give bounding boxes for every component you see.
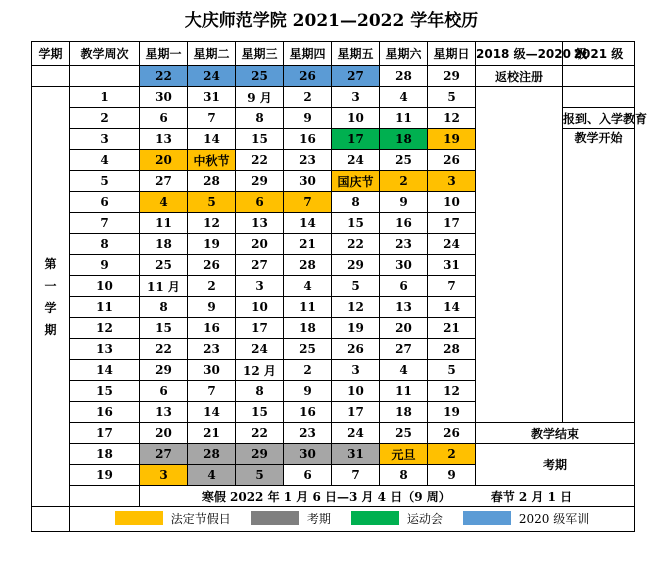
day-cell: 11 <box>284 297 332 318</box>
day-cell: 21 <box>284 234 332 255</box>
day-cell: 7 <box>188 381 236 402</box>
legend-row <box>32 507 635 532</box>
day-cell: 15 <box>332 213 380 234</box>
day-cell: 29 <box>428 66 476 87</box>
day-cell: 3 <box>140 465 188 486</box>
day-cell: 22 <box>236 150 284 171</box>
day-cell: 8 <box>236 108 284 129</box>
week-number: 4 <box>70 150 140 171</box>
header-week: 教学周次 <box>70 42 140 66</box>
day-cell: 17 <box>236 318 284 339</box>
week-number: 12 <box>70 318 140 339</box>
day-cell: 26 <box>188 255 236 276</box>
header-grade-2021: 2021 级 <box>563 42 635 66</box>
day-cell: 14 <box>188 129 236 150</box>
day-cell: 29 <box>236 171 284 192</box>
day-cell: 6 <box>236 192 284 213</box>
week-number <box>70 66 140 87</box>
day-cell: 22 <box>140 66 188 87</box>
day-cell: 10 <box>236 297 284 318</box>
day-cell: 5 <box>428 87 476 108</box>
header-term: 学期 <box>32 42 70 66</box>
day-cell: 31 <box>188 87 236 108</box>
day-cell: 7 <box>428 276 476 297</box>
day-cell: 6 <box>140 108 188 129</box>
day-cell: 12 <box>428 381 476 402</box>
note-enroll: 返校注册 <box>476 66 563 87</box>
day-cell: 16 <box>380 213 428 234</box>
day-cell: 22 <box>140 339 188 360</box>
day-cell: 25 <box>380 423 428 444</box>
day-cell: 17 <box>332 129 380 150</box>
vacation-row <box>32 486 635 507</box>
day-cell: 22 <box>236 423 284 444</box>
day-cell: 20 <box>236 234 284 255</box>
day-cell: 27 <box>236 255 284 276</box>
winter-vacation: 寒假 2022 年 1 月 6 日—3 月 4 日（9 周） <box>201 489 451 504</box>
note-teach-end: 教学结束 <box>476 423 635 444</box>
calendar-row <box>32 87 635 108</box>
day-cell: 28 <box>284 255 332 276</box>
sports-swatch-icon <box>351 511 399 525</box>
day-cell: 30 <box>188 360 236 381</box>
day-cell: 3 <box>428 171 476 192</box>
day-cell: 2 <box>428 444 476 465</box>
day-cell: 8 <box>332 192 380 213</box>
day-cell: 7 <box>284 192 332 213</box>
day-cell: 29 <box>332 255 380 276</box>
legend-label: 运动会 <box>406 511 443 526</box>
day-cell: 2 <box>284 87 332 108</box>
day-cell: 5 <box>332 276 380 297</box>
term-label-char: 学 <box>44 300 57 315</box>
day-cell: 15 <box>140 318 188 339</box>
day-cell: 19 <box>428 402 476 423</box>
legend-label: 2020 级军训 <box>518 511 590 526</box>
day-cell: 16 <box>188 318 236 339</box>
day-cell: 26 <box>428 423 476 444</box>
day-cell: 30 <box>284 171 332 192</box>
day-cell: 3 <box>332 87 380 108</box>
day-cell: 9 <box>284 108 332 129</box>
day-cell: 23 <box>284 150 332 171</box>
day-cell: 18 <box>380 129 428 150</box>
day-cell: 11 月 <box>140 276 188 297</box>
day-cell: 23 <box>284 423 332 444</box>
header-monday: 星期一 <box>140 42 188 66</box>
day-cell: 19 <box>188 234 236 255</box>
header-tuesday: 星期二 <box>188 42 236 66</box>
day-cell: 30 <box>380 255 428 276</box>
week-number: 7 <box>70 213 140 234</box>
day-cell: 17 <box>428 213 476 234</box>
header-saturday: 星期六 <box>380 42 428 66</box>
day-cell: 18 <box>284 318 332 339</box>
day-cell: 24 <box>332 150 380 171</box>
day-cell: 元旦 <box>380 444 428 465</box>
day-cell: 27 <box>140 171 188 192</box>
day-cell: 7 <box>332 465 380 486</box>
day-cell: 4 <box>188 465 236 486</box>
header-sunday: 星期日 <box>428 42 476 66</box>
term-label-char: 第 <box>44 256 57 271</box>
week-number: 2 <box>70 108 140 129</box>
day-cell: 10 <box>332 381 380 402</box>
calendar-row <box>32 444 635 465</box>
calendar-row <box>32 423 635 444</box>
header-grades-2018-2020: 2018 级—2020 级 <box>476 42 563 66</box>
day-cell: 2 <box>380 171 428 192</box>
note-exam: 考期 <box>476 444 635 486</box>
day-cell: 20 <box>140 423 188 444</box>
day-cell: 24 <box>236 339 284 360</box>
term-empty-cell <box>32 66 70 87</box>
day-cell: 20 <box>380 318 428 339</box>
day-cell: 4 <box>284 276 332 297</box>
week-number: 6 <box>70 192 140 213</box>
day-cell: 16 <box>284 129 332 150</box>
day-cell: 13 <box>236 213 284 234</box>
day-cell: 26 <box>428 150 476 171</box>
day-cell: 30 <box>140 87 188 108</box>
day-cell: 6 <box>380 276 428 297</box>
day-cell: 9 月 <box>236 87 284 108</box>
day-cell: 23 <box>380 234 428 255</box>
week-number: 11 <box>70 297 140 318</box>
day-cell: 4 <box>380 87 428 108</box>
term-empty-cell <box>70 486 140 507</box>
day-cell: 12 月 <box>236 360 284 381</box>
day-cell: 14 <box>284 213 332 234</box>
day-cell: 12 <box>428 108 476 129</box>
page-title: 大庆师范学院 2021—2022 学年校历 <box>184 11 479 31</box>
header-friday: 星期五 <box>332 42 380 66</box>
day-cell: 10 <box>332 108 380 129</box>
day-cell: 21 <box>188 423 236 444</box>
day-cell: 14 <box>188 402 236 423</box>
day-cell: 9 <box>380 192 428 213</box>
week-number: 9 <box>70 255 140 276</box>
note-teach-start: 教学开始 <box>563 129 635 423</box>
term-label <box>32 87 70 507</box>
day-cell: 26 <box>332 339 380 360</box>
note-span-2018 <box>476 87 563 423</box>
day-cell: 12 <box>332 297 380 318</box>
day-cell: 29 <box>236 444 284 465</box>
day-cell: 5 <box>188 192 236 213</box>
week-number: 14 <box>70 360 140 381</box>
day-cell: 23 <box>188 339 236 360</box>
day-cell: 2 <box>284 360 332 381</box>
day-cell: 17 <box>332 402 380 423</box>
vacation-info <box>140 486 635 507</box>
day-cell: 28 <box>188 171 236 192</box>
day-cell: 15 <box>236 402 284 423</box>
header-row <box>32 42 635 66</box>
day-cell: 9 <box>428 465 476 486</box>
note-empty <box>563 87 635 108</box>
week-number: 5 <box>70 171 140 192</box>
day-cell: 国庆节 <box>332 171 380 192</box>
day-cell: 20 <box>140 150 188 171</box>
day-cell: 24 <box>188 66 236 87</box>
day-cell: 11 <box>380 381 428 402</box>
week-number: 13 <box>70 339 140 360</box>
day-cell: 18 <box>380 402 428 423</box>
day-cell: 25 <box>284 339 332 360</box>
week-number: 17 <box>70 423 140 444</box>
day-cell: 29 <box>140 360 188 381</box>
day-cell: 24 <box>332 423 380 444</box>
day-cell: 21 <box>428 318 476 339</box>
day-cell: 4 <box>140 192 188 213</box>
day-cell: 18 <box>140 234 188 255</box>
day-cell: 31 <box>332 444 380 465</box>
day-cell: 13 <box>380 297 428 318</box>
day-cell: 13 <box>140 402 188 423</box>
note-register: 报到、入学教育 <box>563 108 635 129</box>
term-empty-cell <box>32 507 70 532</box>
day-cell: 2 <box>188 276 236 297</box>
day-cell: 25 <box>140 255 188 276</box>
week-number: 8 <box>70 234 140 255</box>
legend-label: 考期 <box>306 511 331 526</box>
day-cell: 11 <box>380 108 428 129</box>
day-cell: 30 <box>284 444 332 465</box>
exam-swatch-icon <box>251 511 299 525</box>
day-cell: 中秋节 <box>188 150 236 171</box>
day-cell: 26 <box>284 66 332 87</box>
day-cell: 25 <box>236 66 284 87</box>
day-cell: 22 <box>332 234 380 255</box>
day-cell: 3 <box>332 360 380 381</box>
legend-item <box>115 510 231 527</box>
week-number: 18 <box>70 444 140 465</box>
day-cell: 11 <box>140 213 188 234</box>
day-cell: 31 <box>428 255 476 276</box>
military-training-swatch-icon <box>463 511 511 525</box>
day-cell: 5 <box>236 465 284 486</box>
legend-label: 法定节假日 <box>170 511 231 526</box>
day-cell: 28 <box>188 444 236 465</box>
day-cell: 10 <box>428 192 476 213</box>
day-cell: 14 <box>428 297 476 318</box>
day-cell: 3 <box>236 276 284 297</box>
week-number: 16 <box>70 402 140 423</box>
day-cell: 9 <box>188 297 236 318</box>
day-cell: 15 <box>236 129 284 150</box>
day-cell: 9 <box>284 381 332 402</box>
day-cell: 8 <box>140 297 188 318</box>
week-number: 1 <box>70 87 140 108</box>
term-label-char: 一 <box>44 278 57 293</box>
legend-item <box>351 510 443 527</box>
note-empty <box>563 66 635 87</box>
day-cell: 27 <box>332 66 380 87</box>
day-cell: 28 <box>428 339 476 360</box>
day-cell: 27 <box>140 444 188 465</box>
legend-item <box>251 510 331 527</box>
day-cell: 8 <box>380 465 428 486</box>
legend <box>70 507 635 532</box>
spring-festival: 春节 2 月 1 日 <box>490 489 573 504</box>
day-cell: 27 <box>380 339 428 360</box>
day-cell: 24 <box>428 234 476 255</box>
holiday-swatch-icon <box>115 511 163 525</box>
week-number: 3 <box>70 129 140 150</box>
day-cell: 19 <box>332 318 380 339</box>
school-calendar-table <box>31 41 648 532</box>
day-cell: 5 <box>428 360 476 381</box>
day-cell: 16 <box>284 402 332 423</box>
day-cell: 19 <box>428 129 476 150</box>
day-cell: 12 <box>188 213 236 234</box>
week-number: 15 <box>70 381 140 402</box>
day-cell: 7 <box>188 108 236 129</box>
day-cell: 4 <box>380 360 428 381</box>
day-cell: 28 <box>380 66 428 87</box>
calendar-row <box>32 66 635 87</box>
header-thursday: 星期四 <box>284 42 332 66</box>
header-wednesday: 星期三 <box>236 42 284 66</box>
week-number: 10 <box>70 276 140 297</box>
day-cell: 6 <box>284 465 332 486</box>
legend-item <box>463 510 589 527</box>
day-cell: 13 <box>140 129 188 150</box>
day-cell: 25 <box>380 150 428 171</box>
day-cell: 8 <box>236 381 284 402</box>
week-number: 19 <box>70 465 140 486</box>
day-cell: 6 <box>140 381 188 402</box>
term-label-char: 期 <box>44 322 57 337</box>
